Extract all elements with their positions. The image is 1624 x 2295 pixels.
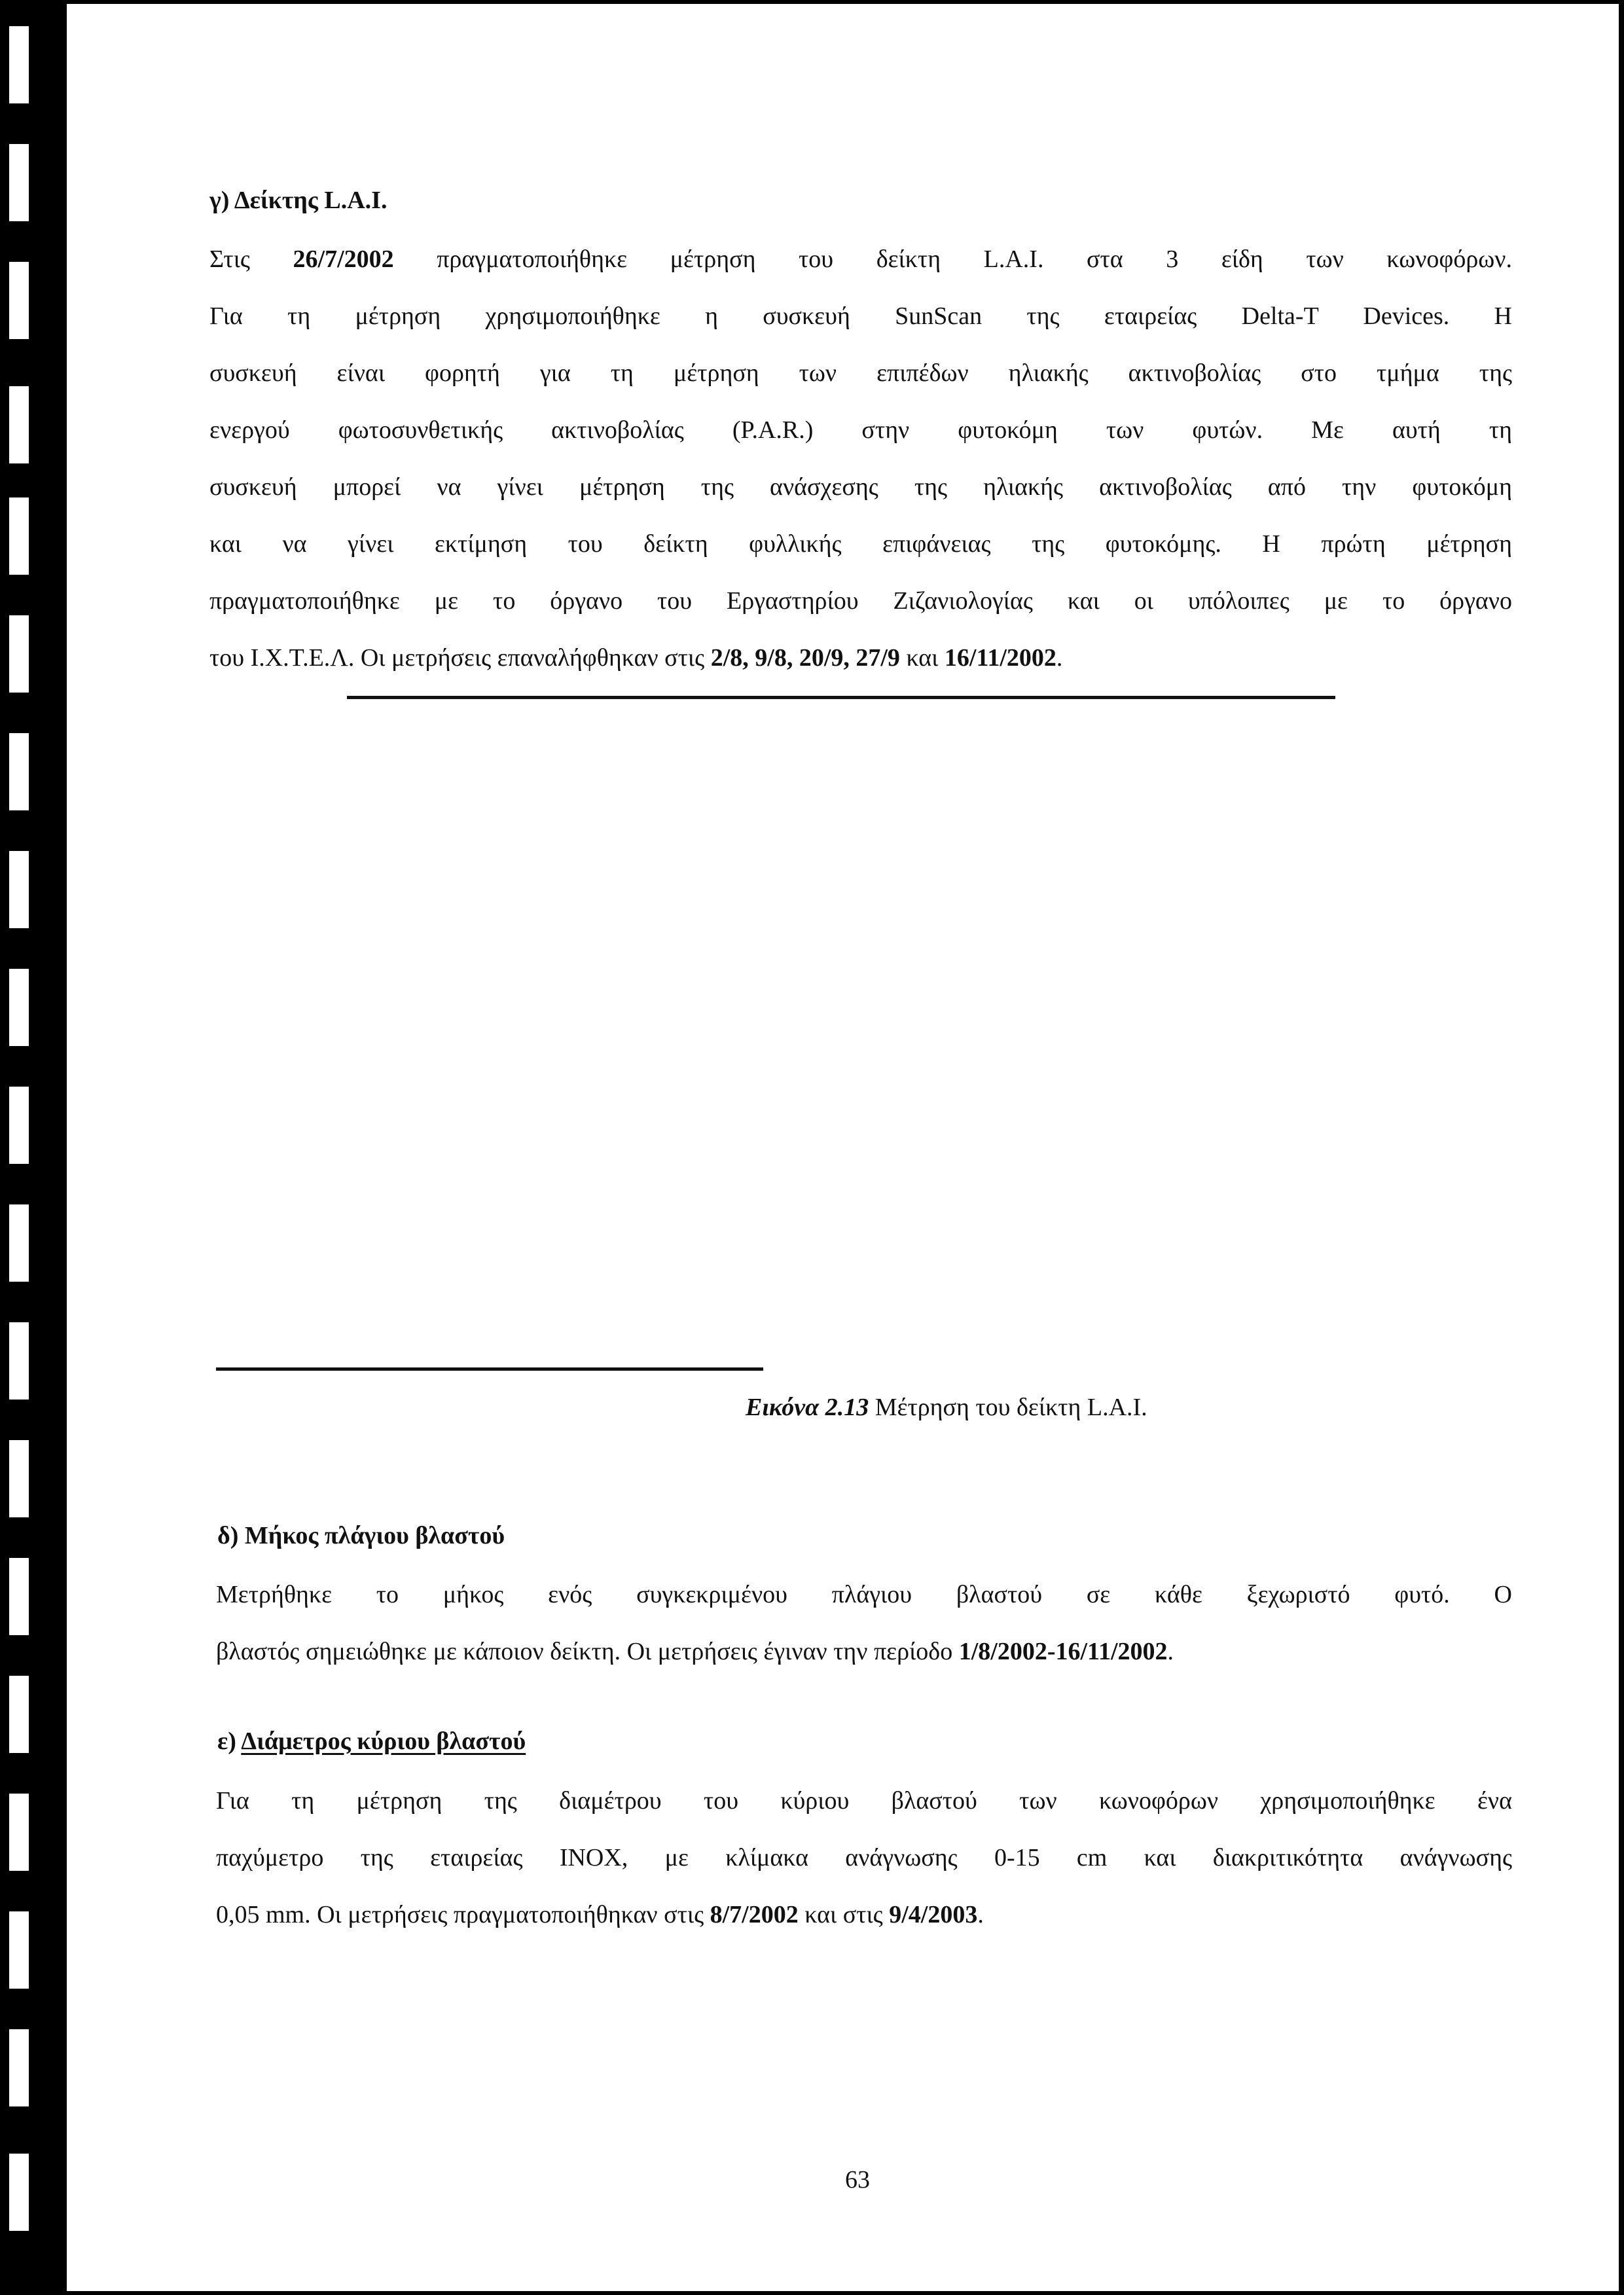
text-line [209,573,1512,630]
bold-date: 2/8, 9/8, 20/9, 27/9 [710,644,900,672]
text-line [216,1623,1512,1680]
text-run: και να γίνει εκτίμηση του δείκτη φυλλικής επιφάνειας της φυτοκόμης. Η πρώτη μέτρηση [209,530,1512,558]
text-run: Μετρήθηκε το μήκος ενός συγκεκριμένου πλάγιου βλαστού σε κάθε ξεχωριστό φυτό. Ο [216,1581,1512,1608]
section-branch-length-body [216,1566,1512,1680]
text-line [216,1773,1512,1830]
film-perforation [9,1558,29,1635]
film-perforation [9,26,29,103]
film-perforation [9,969,29,1046]
film-perforation [9,1322,29,1400]
text-run: Στις [209,245,293,273]
film-perforation [9,1087,29,1164]
document-page [67,4,1619,2291]
paragraph-lai [209,231,1512,687]
text-line [216,1887,1512,1943]
figure-label: Εικόνα 2.13 [746,1394,869,1421]
film-perforation [9,733,29,810]
text-line [209,231,1512,288]
text-run: βλαστός σημειώθηκε με κάποιον δείκτη. Οι μετρήσεις έγιναν την περίοδο [216,1638,959,1665]
text-run: Για τη μέτρηση της διαμέτρου του κύριου βλαστού των κωνοφόρων χρησιμοποιήθηκε ένα [216,1787,1512,1815]
paragraph-stem-diameter [216,1773,1512,1943]
film-perforation [9,1676,29,1753]
text-line [209,516,1512,573]
bold-date: 9/4/2003 [889,1901,978,1928]
film-perforation [9,262,29,339]
text-run: και στις [798,1901,890,1928]
figure-bottom-rule [216,1367,763,1371]
text-line [216,1830,1512,1887]
figure-caption-text: Μέτρηση του δείκτη L.A.I. [869,1394,1147,1421]
film-perforation [9,1204,29,1282]
text-run: 0,05 mm. Οι μετρήσεις πραγματοποιήθηκαν στις [216,1901,710,1928]
section-heading-lai: γ) Δείκτης L.A.I. [209,187,388,214]
section-heading-prefix: ε) [217,1727,242,1755]
film-perforation [9,1440,29,1517]
text-run: πραγματοποιήθηκε με το όργανο του Εργαστηρίου Ζιζανιολογίας και οι υπόλοιπες με το όργανο [209,587,1512,615]
text-run: . [977,1901,984,1928]
section-lai-body [209,231,1512,687]
text-run: ενεργού φωτοσυνθετικής ακτινοβολίας (P.A.R.) στην φυτοκόμη των φυτών. Με αυτή τη [209,416,1512,444]
paragraph-branch-length [216,1566,1512,1680]
text-run: . [1167,1638,1174,1665]
bold-date: 26/7/2002 [293,245,394,273]
film-perforation [9,144,29,221]
section-heading-branch-length: δ) Μήκος πλάγιου βλαστού [217,1522,505,1549]
page-number: 63 [845,2166,870,2194]
text-run: συσκευή είναι φορητή για τη μέτρηση των επιπέδων ηλιακής ακτινοβολίας στο τμήμα της [209,359,1512,387]
section-heading-stem-diameter [217,1728,526,1754]
text-run: πραγματοποιήθηκε μέτρηση του δείκτη L.A.I. στα 3 είδη των κωνοφόρων. [393,245,1512,273]
film-perforation [9,386,29,463]
film-perforation [9,1911,29,1989]
bold-date: 1/8/2002-16/11/2002 [958,1638,1168,1665]
text-run: Για τη μέτρηση χρησιμοποιήθηκε η συσκευή SunScan της εταιρείας Delta-T Devices. Η [209,302,1512,330]
text-run: και [899,644,945,672]
film-perforation [9,2154,29,2231]
text-line [209,402,1512,459]
section-heading-title: Διάμετρος κύριου βλαστού [241,1727,526,1755]
bold-date: 8/7/2002 [710,1901,799,1928]
figure-top-rule [347,696,1335,699]
text-run: του Ι.Χ.Τ.Ε.Λ. Οι μετρήσεις επαναλήφθηκαν στις [209,644,711,672]
text-line [209,459,1512,516]
text-line [209,630,1512,687]
text-line [216,1566,1512,1623]
bold-date: 16/11/2002 [944,644,1056,672]
film-perforation [9,2029,29,2106]
text-run: . [1056,644,1063,672]
section-stem-diameter-body [216,1773,1512,1943]
film-perforation [9,1794,29,1871]
film-perforation [9,615,29,693]
film-perforation [9,497,29,575]
text-line [209,345,1512,402]
text-run: συσκευή μπορεί να γίνει μέτρηση της ανάσχεσης της ηλιακής ακτινοβολίας από την φυτοκόμη [209,473,1512,501]
figure-caption [746,1393,1147,1422]
text-line [209,288,1512,345]
text-run: παχύμετρο της εταιρείας INOX, με κλίμακα ανάγνωσης 0-15 cm και διακριτικότητα ανάγνωσης [216,1844,1512,1871]
film-perforation [9,851,29,928]
